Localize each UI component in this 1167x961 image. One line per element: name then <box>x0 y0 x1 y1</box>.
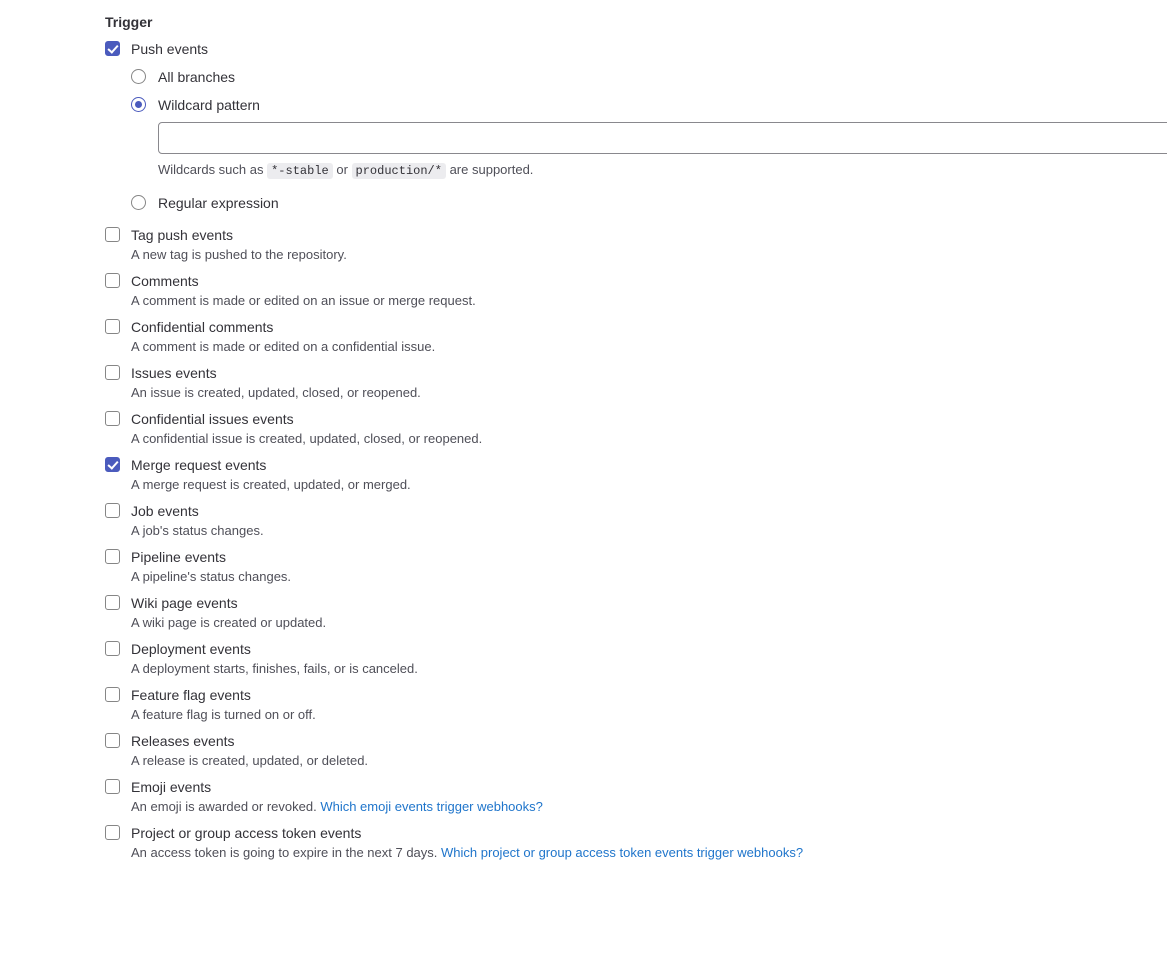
tag-push-events-description-text: A new tag is pushed to the repository. <box>131 247 347 262</box>
emoji-events-description <box>131 798 1167 816</box>
project-or-group-access-token-events-checkbox[interactable] <box>105 825 120 840</box>
checkbox-row-push-events[interactable] <box>105 40 1167 58</box>
releases-events-checkbox[interactable] <box>105 733 120 748</box>
project-or-group-access-token-events-help-link[interactable]: Which project or group access token events trigger webhooks? <box>441 845 804 860</box>
all-branches-label: All branches <box>158 69 236 85</box>
confidential-issues-events-checkbox[interactable] <box>105 411 120 426</box>
wildcard-example-two: production/* <box>352 163 446 179</box>
checkbox-row-confidential-comments[interactable] <box>105 318 1167 356</box>
checkbox-row-pipeline-events[interactable] <box>105 548 1167 586</box>
emoji-events-checkbox[interactable] <box>105 779 120 794</box>
wildcard-help-prefix: Wildcards such as <box>158 162 264 177</box>
feature-flag-events-description-text: A feature flag is turned on or off. <box>131 707 316 722</box>
issues-events-description <box>131 384 1167 402</box>
pipeline-events-description-text: A pipeline's status changes. <box>131 569 292 584</box>
comments-checkbox[interactable] <box>105 273 120 288</box>
merge-request-events-description <box>131 476 1167 494</box>
pipeline-events-description <box>131 568 1167 586</box>
push-events-branch-filter-group <box>131 68 1167 212</box>
emoji-events-description-text: An emoji is awarded or revoked. <box>131 799 317 814</box>
confidential-issues-events-label: Confidential issues events <box>131 411 294 427</box>
emoji-events-label: Emoji events <box>131 779 212 795</box>
job-events-label: Job events <box>131 503 199 519</box>
checkbox-row-tag-push-events[interactable] <box>105 226 1167 264</box>
wildcard-pattern-input[interactable] <box>158 122 1167 154</box>
job-events-description-text: A job's status changes. <box>131 523 264 538</box>
deployment-events-label: Deployment events <box>131 641 251 657</box>
wildcard-pattern-radio[interactable] <box>131 97 146 112</box>
releases-events-description-text: A release is created, updated, or deleted. <box>131 753 369 768</box>
wiki-page-events-description <box>131 614 1167 632</box>
checkbox-row-merge-request-events[interactable] <box>105 456 1167 494</box>
checkbox-row-job-events[interactable] <box>105 502 1167 540</box>
checkbox-row-emoji-events[interactable] <box>105 778 1167 816</box>
tag-push-events-label: Tag push events <box>131 227 233 243</box>
confidential-issues-events-description <box>131 430 1167 448</box>
event-checkbox-list <box>105 226 1167 862</box>
wiki-page-events-description-text: A wiki page is created or updated. <box>131 615 327 630</box>
confidential-issues-events-description-text: A confidential issue is created, updated, closed, or reopened. <box>131 431 483 446</box>
confidential-comments-description <box>131 338 1167 356</box>
wildcard-help-text <box>158 161 1167 180</box>
job-events-description <box>131 522 1167 540</box>
radio-row-regular-expression[interactable] <box>131 194 1167 212</box>
confidential-comments-description-text: A comment is made or edited on a confidential issue. <box>131 339 436 354</box>
deployment-events-checkbox[interactable] <box>105 641 120 656</box>
deployment-events-description <box>131 660 1167 678</box>
checkbox-row-deployment-events[interactable] <box>105 640 1167 678</box>
project-or-group-access-token-events-label: Project or group access token events <box>131 825 362 841</box>
pipeline-events-checkbox[interactable] <box>105 549 120 564</box>
radio-row-all-branches[interactable] <box>131 68 1167 86</box>
wildcard-pattern-block <box>158 122 1167 180</box>
wildcard-example-one: *-stable <box>267 163 333 179</box>
project-or-group-access-token-events-description-text: An access token is going to expire in the next 7 days. <box>131 845 438 860</box>
comments-description <box>131 292 1167 310</box>
releases-events-description <box>131 752 1167 770</box>
tag-push-events-checkbox[interactable] <box>105 227 120 242</box>
feature-flag-events-description <box>131 706 1167 724</box>
checkbox-row-confidential-issues-events[interactable] <box>105 410 1167 448</box>
section-title: Trigger <box>105 14 153 30</box>
comments-label: Comments <box>131 273 199 289</box>
emoji-events-help-link[interactable]: Which emoji events trigger webhooks? <box>320 799 543 814</box>
releases-events-label: Releases events <box>131 733 235 749</box>
push-events-checkbox[interactable] <box>105 41 120 56</box>
regular-expression-label: Regular expression <box>158 195 279 211</box>
confidential-comments-label: Confidential comments <box>131 319 274 335</box>
all-branches-radio[interactable] <box>131 69 146 84</box>
feature-flag-events-label: Feature flag events <box>131 687 251 703</box>
checkbox-row-comments[interactable] <box>105 272 1167 310</box>
comments-description-text: A comment is made or edited on an issue or merge request. <box>131 293 476 308</box>
checkbox-row-releases-events[interactable] <box>105 732 1167 770</box>
wildcard-help-suffix: are supported. <box>449 162 534 177</box>
checkbox-row-issues-events[interactable] <box>105 364 1167 402</box>
regular-expression-radio[interactable] <box>131 195 146 210</box>
merge-request-events-label: Merge request events <box>131 457 267 473</box>
checkbox-row-project-or-group-access-token-events[interactable] <box>105 824 1167 862</box>
merge-request-events-checkbox[interactable] <box>105 457 120 472</box>
issues-events-label: Issues events <box>131 365 217 381</box>
radio-row-wildcard-pattern[interactable] <box>131 96 1167 114</box>
project-or-group-access-token-events-description <box>131 844 1167 862</box>
checkbox-row-wiki-page-events[interactable] <box>105 594 1167 632</box>
tag-push-events-description <box>131 246 1167 264</box>
merge-request-events-description-text: A merge request is created, updated, or merged. <box>131 477 411 492</box>
job-events-checkbox[interactable] <box>105 503 120 518</box>
push-events-label: Push events <box>131 41 209 57</box>
wildcard-help-conjunction: or <box>336 162 348 177</box>
pipeline-events-label: Pipeline events <box>131 549 226 565</box>
wildcard-pattern-label: Wildcard pattern <box>158 97 260 113</box>
deployment-events-description-text: A deployment starts, finishes, fails, or is canceled. <box>131 661 418 676</box>
confidential-comments-checkbox[interactable] <box>105 319 120 334</box>
issues-events-description-text: An issue is created, updated, closed, or reopened. <box>131 385 421 400</box>
issues-events-checkbox[interactable] <box>105 365 120 380</box>
wiki-page-events-label: Wiki page events <box>131 595 238 611</box>
checkbox-row-feature-flag-events[interactable] <box>105 686 1167 724</box>
feature-flag-events-checkbox[interactable] <box>105 687 120 702</box>
wiki-page-events-checkbox[interactable] <box>105 595 120 610</box>
